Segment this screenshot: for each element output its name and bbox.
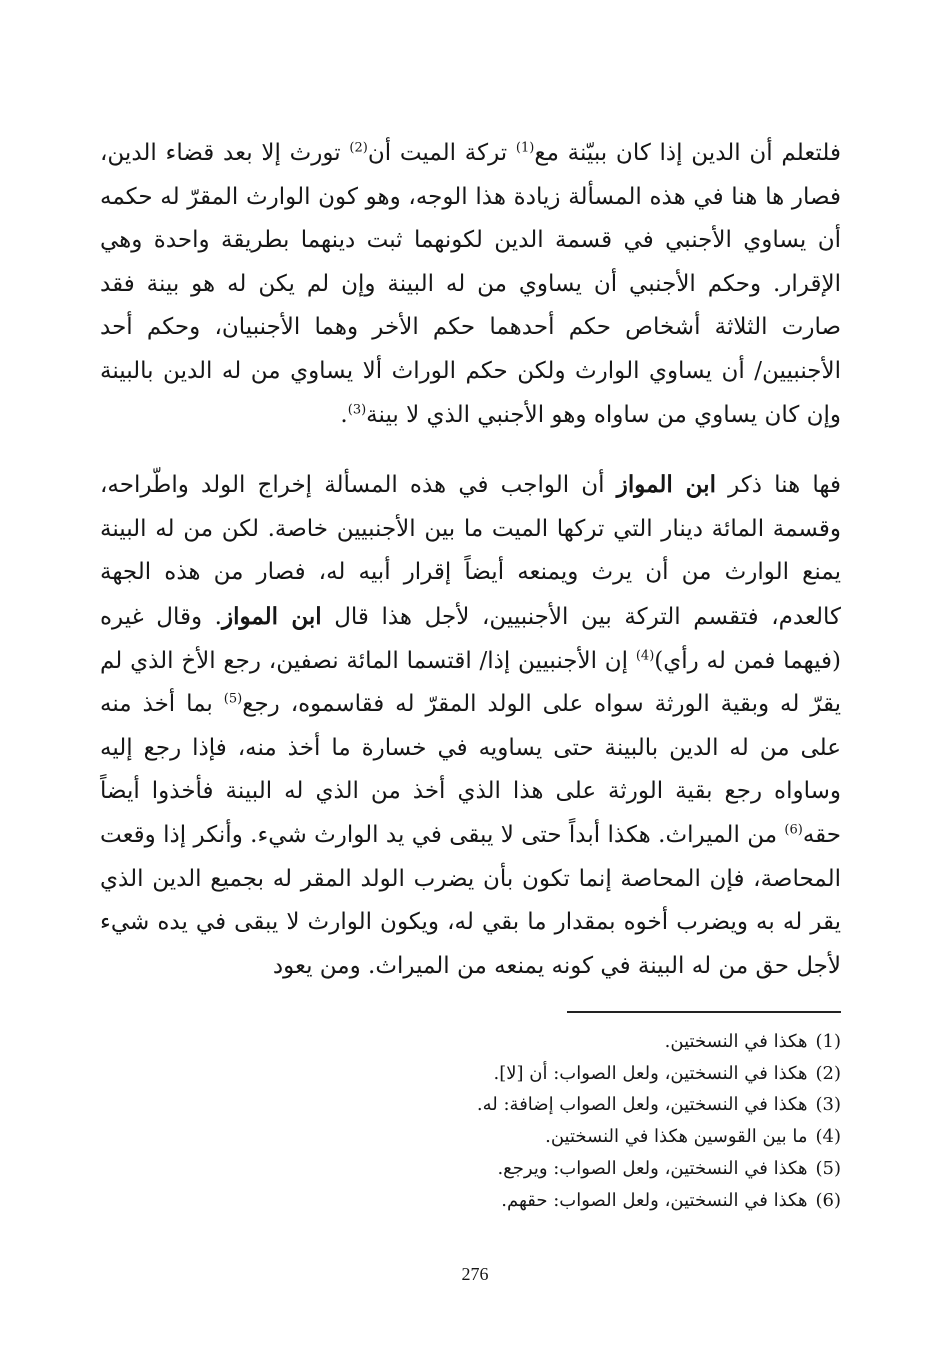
footnote-text: هكذا في النسختين، ولعل الصواب إضافة: له. (476, 1094, 808, 1116)
footnote (321, 1153, 841, 1185)
footnote-text: ما بين القوسين هكذا في النسختين. (545, 1126, 808, 1148)
text-run: بما أخذ منه على من له الدين بالبينة حتى يساويه في خسارة ما أخذ منه، فإذا رجع إليه وساواه رجع بقية الورثة على هذا الذي أخذ من الذي له البينة فأخذوا أيضاً حقه (100, 691, 841, 848)
footnote-text: هكذا في النسختين، ولعل الصواب: أن [لا]. (493, 1062, 808, 1084)
footnote-ref: (5) (223, 691, 243, 707)
text-run: فها هنا ذكر (715, 472, 842, 499)
text-run: أن الواجب في هذه المسألة إخراج الولد واطّراحه، وقسمة المائة دينار التي تركها الميت ما بين الأجنبيين خاصة. لكن من له البينة يمنع الوارث من أن يرث ويمنعه أيضاً إقرار أبيه له، فصار من هذه الجهة كالعدم، فتقسم التركة بين الأجنبيين، لأجل هذا قال (100, 472, 841, 630)
footnote-text: هكذا في النسختين، ولعل الصواب: ويرجع. (497, 1157, 808, 1179)
footnote-number: (1) (815, 1031, 841, 1052)
paragraph-2 (100, 463, 841, 988)
footnote-number: (4) (815, 1126, 841, 1148)
main-text (100, 132, 841, 988)
footnotes (321, 1026, 841, 1216)
text-run: تورث إلا بعد قضاء الدين، فصار ها هنا في هذه المسألة زيادة هذا الوجه، وهو كون الوارث المقرّ له حكمه أن يساوي الأجنبي في قسمة الدين لكونهما ثبت دينهما بطريقة واحدة وهي الإقرار. وحكم الأجنبي أن يساوي من له البينة وإن لم يكن له هو بينة فقد صارت الثلاثة أشخاص حكم أحدهما حكم الأخر وهما الأجنبيان، وحكم أحد الأجنبيين/ أن يساوي الوارث ولكن حكم الوراث ألا يساوي من له الدين بالبينة وإن كان يساوي من ساواه وهو الأجنبي الذي لا بينة (100, 140, 841, 428)
footnote-number: (2) (815, 1062, 841, 1084)
text-run: إن الأجنبيين إذا/ اقتسما المائة نصفين، رجع الأخ الذي لم يقرّ له وبقية الورثة سواه على الولد المقرّ له فقاسموه، رجع (100, 647, 841, 718)
text-run: تركة الميت أن (367, 140, 516, 166)
text-run: . وقال غيره (فيهما فمن له رأي) (100, 603, 841, 674)
footnote-text: هكذا في النسختين. (664, 1031, 808, 1052)
page-number: 276 (461, 1264, 489, 1284)
text-run: . (340, 401, 348, 428)
footnote-ref: (2) (349, 140, 368, 156)
footnote-text: هكذا في النسختين، ولعل الصواب: حقهم. (501, 1189, 808, 1211)
footnote (321, 1089, 841, 1121)
footnote-number: (5) (815, 1157, 841, 1179)
bold-name: ابن المواز (221, 602, 322, 630)
bold-name: ابن المواز (616, 471, 716, 499)
footnote (321, 1058, 841, 1090)
footnote (321, 1121, 841, 1153)
footnote-ref: (3) (347, 401, 367, 417)
footnote (321, 1185, 841, 1217)
paragraph-1 (100, 132, 841, 437)
footnote-ref: (4) (635, 647, 655, 663)
text-run: فلتعلم أن الدين إذا كان ببيّنة مع (534, 140, 841, 166)
footnote-ref: (6) (784, 822, 803, 838)
text-run: من الميراث. هكذا أبداً حتى لا يبقى في يد الوارث شيء. وأنكر إذا وقعت المحاصة، فإن المحاصة إنما تكون بأن يضرب الولد المقر له بجميع الدين الذي يقر له به ويضرب أخوه بمقدار ما بقي له، ويكون الوارث لا يبقى في يده شيء لأجل حق من له البينة في كونه يمنعه من الميراث. ومن يعود (100, 821, 841, 979)
footnote-separator (567, 1011, 841, 1013)
footnote-number: (3) (815, 1094, 841, 1116)
footnote-ref: (1) (515, 140, 535, 156)
footnote (321, 1026, 841, 1058)
footnote-number: (6) (815, 1189, 841, 1211)
